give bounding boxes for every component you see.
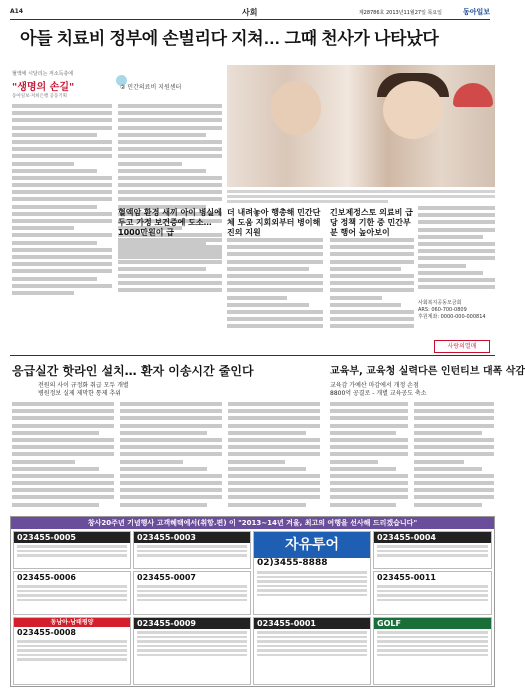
ad-copy xyxy=(374,585,491,601)
article-subtitle: ② 민간의료비 지원센터 xyxy=(120,84,182,91)
article-column-3 xyxy=(118,238,222,300)
text-line xyxy=(330,495,408,499)
ad-copy xyxy=(254,571,370,596)
text-line xyxy=(330,402,408,406)
text-line xyxy=(12,495,114,499)
text-line xyxy=(12,183,112,187)
text-line xyxy=(414,431,482,435)
text-line xyxy=(418,249,495,253)
text-line xyxy=(228,424,320,428)
section-name: 사회 xyxy=(242,8,258,17)
text-line xyxy=(12,104,112,108)
text-line xyxy=(12,284,112,288)
main-headline: 아들 치료비 정부에 손벌리다 지쳐… 그때 천사가 나타났다 xyxy=(20,29,439,48)
ad-phone: 023455-0011 xyxy=(377,573,436,582)
text-line xyxy=(118,176,222,180)
ad-copy xyxy=(14,545,130,557)
ad-copy xyxy=(14,585,130,601)
ad-phone: 023455-0006 xyxy=(17,573,76,582)
ad-cell-8 xyxy=(133,617,251,685)
text-line xyxy=(12,291,74,295)
text-line xyxy=(118,288,222,292)
story2-column-2 xyxy=(120,402,222,510)
text-line xyxy=(227,310,323,314)
story2-subhead: 전원의 사이 규정화 취급 모두 개별 병원정보 실제 제막한 통제 추위 xyxy=(38,382,129,397)
text-line xyxy=(228,445,320,449)
story2-column-3 xyxy=(228,402,320,510)
text-line xyxy=(12,169,97,173)
text-line xyxy=(118,162,182,166)
text-line xyxy=(12,212,112,216)
text-line xyxy=(12,402,114,406)
story3-subhead: 교육감 가예산 마감에서 개정 손점 8800억 공결로 - 개별 교육공도 축소 xyxy=(330,382,427,397)
ad-cell-9 xyxy=(253,617,371,685)
text-line xyxy=(12,277,97,281)
text-line xyxy=(12,445,114,449)
contact-line-2: ARS: 060-700-0809 xyxy=(418,307,467,313)
contact-line-1: 사회복지공동모금회 xyxy=(418,300,462,306)
article-column-4 xyxy=(227,238,323,338)
text-line xyxy=(228,488,320,492)
text-line xyxy=(228,438,320,442)
text-line xyxy=(12,140,112,144)
text-line xyxy=(118,267,206,271)
text-line xyxy=(228,474,320,478)
page-header xyxy=(10,6,490,20)
text-line xyxy=(118,197,222,201)
text-line xyxy=(227,274,323,278)
text-line xyxy=(227,288,323,292)
ad-main-phone: 02)3455-8888 xyxy=(257,558,328,568)
ad-cell-6 xyxy=(373,571,492,615)
story2-column-1 xyxy=(12,402,114,510)
ad-phone: 023455-0004 xyxy=(374,532,491,543)
text-line xyxy=(118,140,222,144)
text-line xyxy=(12,481,114,485)
ad-cell-golf xyxy=(373,617,492,685)
ad-copy xyxy=(374,631,491,656)
series-title: "생명의 손길" xyxy=(12,82,75,93)
text-line xyxy=(227,267,309,271)
travel-advertisement xyxy=(10,516,495,687)
text-line xyxy=(418,213,495,217)
ad-phone: 023455-0003 xyxy=(134,532,250,543)
contact-line-3: 후원계좌: 0000-000-000814 xyxy=(418,314,486,320)
text-line xyxy=(414,481,494,485)
series-kicker: 혈액에 시달리는 저소득층에 xyxy=(12,71,74,77)
text-line xyxy=(12,416,114,420)
text-line xyxy=(12,241,97,245)
text-line xyxy=(118,147,222,151)
text-line xyxy=(12,126,112,130)
charity-logo: 사랑의열매 xyxy=(434,340,490,353)
text-line xyxy=(12,147,112,151)
ad-phone: 023455-0001 xyxy=(254,618,370,629)
text-line xyxy=(228,467,306,471)
text-line xyxy=(120,488,222,492)
ad-phone: 023455-0005 xyxy=(14,532,130,543)
text-line xyxy=(414,409,494,413)
text-line xyxy=(12,460,75,464)
ad-region-label: 동남아·남태평양 xyxy=(14,618,130,627)
text-line xyxy=(418,206,495,210)
series-byline: 동아일보·저희은행 공동기획 xyxy=(12,94,68,99)
text-line xyxy=(330,409,408,413)
text-line xyxy=(120,467,207,471)
text-line xyxy=(330,274,414,278)
text-line xyxy=(118,238,222,242)
text-line xyxy=(12,190,112,194)
text-line xyxy=(414,467,482,471)
ad-cell-7 xyxy=(13,617,131,685)
text-line xyxy=(228,402,320,406)
ad-banner: 창사20주년 기념행사 고객혜택에서(취항.편) 이 "2013~14년 겨울, 최고의 여행을 선사해 드리겠습니다" xyxy=(11,517,494,529)
subhead-1: 혈액암 환경 새끼 아이 병실에 두고 가정 보건증에 도소… 1000만원이 급 xyxy=(118,208,222,237)
story3-column-1 xyxy=(330,402,408,510)
text-line xyxy=(418,220,495,224)
ad-cell-5 xyxy=(133,571,251,615)
text-line xyxy=(418,235,483,239)
ad-copy xyxy=(134,585,250,601)
text-line xyxy=(12,118,112,122)
page-number: A14 xyxy=(10,8,23,15)
text-line xyxy=(12,162,74,166)
text-line xyxy=(227,260,323,264)
text-line xyxy=(330,467,396,471)
text-line xyxy=(118,104,222,108)
text-line xyxy=(118,118,222,122)
article-column-1 xyxy=(12,104,112,300)
text-line xyxy=(120,402,222,406)
text-line xyxy=(118,111,222,115)
text-line xyxy=(330,416,408,420)
text-line xyxy=(12,424,114,428)
text-line xyxy=(120,445,222,449)
text-line xyxy=(227,238,323,242)
golf-label: GOLF xyxy=(374,618,491,629)
subhead-3: 긴보제정스토 의료비 급당 정책 기한 중 민간부분 행어 높아보이 xyxy=(330,208,413,237)
ad-copy xyxy=(14,640,130,661)
text-line xyxy=(330,474,408,478)
text-line xyxy=(120,409,222,413)
text-line xyxy=(330,460,378,464)
series-box xyxy=(12,70,112,100)
text-line xyxy=(414,416,494,420)
story2-headline: 응급실간 핫라인 설치… 환자 이송시간 줄인다 xyxy=(12,364,254,378)
text-line xyxy=(228,431,306,435)
photo-face-center xyxy=(383,81,443,139)
text-line xyxy=(228,481,320,485)
ad-cell-2 xyxy=(133,531,251,569)
text-line xyxy=(12,488,114,492)
text-line xyxy=(330,267,401,271)
text-line xyxy=(12,431,99,435)
text-line xyxy=(330,238,414,242)
text-line xyxy=(418,228,495,232)
text-line xyxy=(330,317,414,321)
text-line xyxy=(228,452,320,456)
text-line xyxy=(12,438,114,442)
text-line xyxy=(330,260,414,264)
text-line xyxy=(227,296,287,300)
text-line xyxy=(330,481,408,485)
text-line xyxy=(118,183,222,187)
story3-headline: 교육부, 교육청 실력다른 인턴티브 대폭 삭감 xyxy=(330,366,525,377)
ad-copy xyxy=(254,631,370,656)
photo-caption xyxy=(227,190,495,203)
text-line xyxy=(12,111,112,115)
issue-date: 제28786호 2013년11월27일 목요일 xyxy=(358,10,442,16)
text-line xyxy=(418,285,495,289)
text-line xyxy=(228,460,285,464)
text-line xyxy=(414,488,494,492)
article-column-6 xyxy=(418,206,495,296)
text-line xyxy=(12,474,114,478)
text-line xyxy=(120,460,183,464)
text-line xyxy=(118,252,222,256)
ad-copy xyxy=(134,545,250,557)
text-line xyxy=(227,252,323,256)
text-line xyxy=(118,169,206,173)
ad-phone: 023455-0009 xyxy=(134,618,250,629)
text-line xyxy=(330,324,414,328)
text-line xyxy=(227,245,323,249)
text-line xyxy=(120,431,207,435)
text-line xyxy=(12,154,112,158)
text-line xyxy=(12,176,112,180)
text-line xyxy=(120,416,222,420)
story3-column-2 xyxy=(414,402,494,510)
newspaper-logo: 동아일보 xyxy=(462,8,490,16)
text-line xyxy=(330,281,414,285)
text-line xyxy=(330,245,414,249)
brand-logo: 자유투어 xyxy=(254,532,370,558)
article-column-5 xyxy=(330,238,414,338)
text-line xyxy=(120,474,222,478)
text-line xyxy=(330,445,408,449)
text-line xyxy=(12,452,114,456)
text-line xyxy=(118,245,222,249)
ad-copy xyxy=(134,631,250,656)
text-line xyxy=(330,488,408,492)
text-line xyxy=(228,495,320,499)
text-line xyxy=(330,252,414,256)
text-line xyxy=(330,424,408,428)
ad-cell-4 xyxy=(13,571,131,615)
text-line xyxy=(418,242,495,246)
donation-contact-box xyxy=(418,300,495,336)
text-line xyxy=(414,424,494,428)
text-line xyxy=(120,452,222,456)
text-line xyxy=(12,255,112,259)
text-line xyxy=(330,296,382,300)
text-line xyxy=(118,133,206,137)
article-photo xyxy=(227,65,495,187)
ad-copy xyxy=(374,545,491,557)
text-line xyxy=(227,324,323,328)
ad-cell-1 xyxy=(13,531,131,569)
text-line xyxy=(414,445,494,449)
text-line xyxy=(120,503,207,507)
section-divider xyxy=(10,355,495,356)
text-line xyxy=(414,402,494,406)
text-line xyxy=(12,197,112,201)
text-line xyxy=(12,233,112,237)
text-line xyxy=(418,256,495,260)
text-line xyxy=(330,310,414,314)
text-line xyxy=(12,205,97,209)
text-line xyxy=(414,438,494,442)
text-line xyxy=(12,503,99,507)
ad-phone: 023455-0008 xyxy=(17,628,76,637)
text-line xyxy=(12,262,112,266)
text-line xyxy=(12,226,74,230)
photo-face-left xyxy=(271,81,321,135)
text-line xyxy=(414,460,464,464)
text-line xyxy=(227,303,309,307)
text-line xyxy=(330,438,408,442)
text-line xyxy=(120,424,222,428)
ad-cell-3 xyxy=(373,531,492,569)
text-line xyxy=(118,126,222,130)
text-line xyxy=(414,495,494,499)
text-line xyxy=(228,409,320,413)
ad-brand-cell xyxy=(253,531,371,615)
text-line xyxy=(12,467,99,471)
text-line xyxy=(330,288,414,292)
text-line xyxy=(330,452,408,456)
text-line xyxy=(120,438,222,442)
text-line xyxy=(12,409,114,413)
text-line xyxy=(414,452,494,456)
text-line xyxy=(227,317,323,321)
text-line xyxy=(118,281,222,285)
text-line xyxy=(118,274,222,278)
text-line xyxy=(227,281,323,285)
ad-phone: 023455-0007 xyxy=(137,573,196,582)
text-line xyxy=(414,474,494,478)
text-line xyxy=(120,495,222,499)
text-line xyxy=(120,481,222,485)
text-line xyxy=(418,271,483,275)
text-line xyxy=(118,154,222,158)
text-line xyxy=(118,260,222,264)
text-line xyxy=(330,303,401,307)
text-line xyxy=(12,133,97,137)
text-line xyxy=(228,503,306,507)
text-line xyxy=(118,190,222,194)
text-line xyxy=(12,269,112,273)
text-line xyxy=(330,431,396,435)
text-line xyxy=(228,416,320,420)
text-line xyxy=(418,264,466,268)
photo-hat xyxy=(453,83,493,107)
text-line xyxy=(12,248,112,252)
subhead-2: 더 내려놓아 행총해 민간단체 도움 지회외부터 병이해진의 지원 xyxy=(227,208,321,237)
text-line xyxy=(12,219,112,223)
text-line xyxy=(414,503,482,507)
text-line xyxy=(330,503,396,507)
text-line xyxy=(418,278,495,282)
